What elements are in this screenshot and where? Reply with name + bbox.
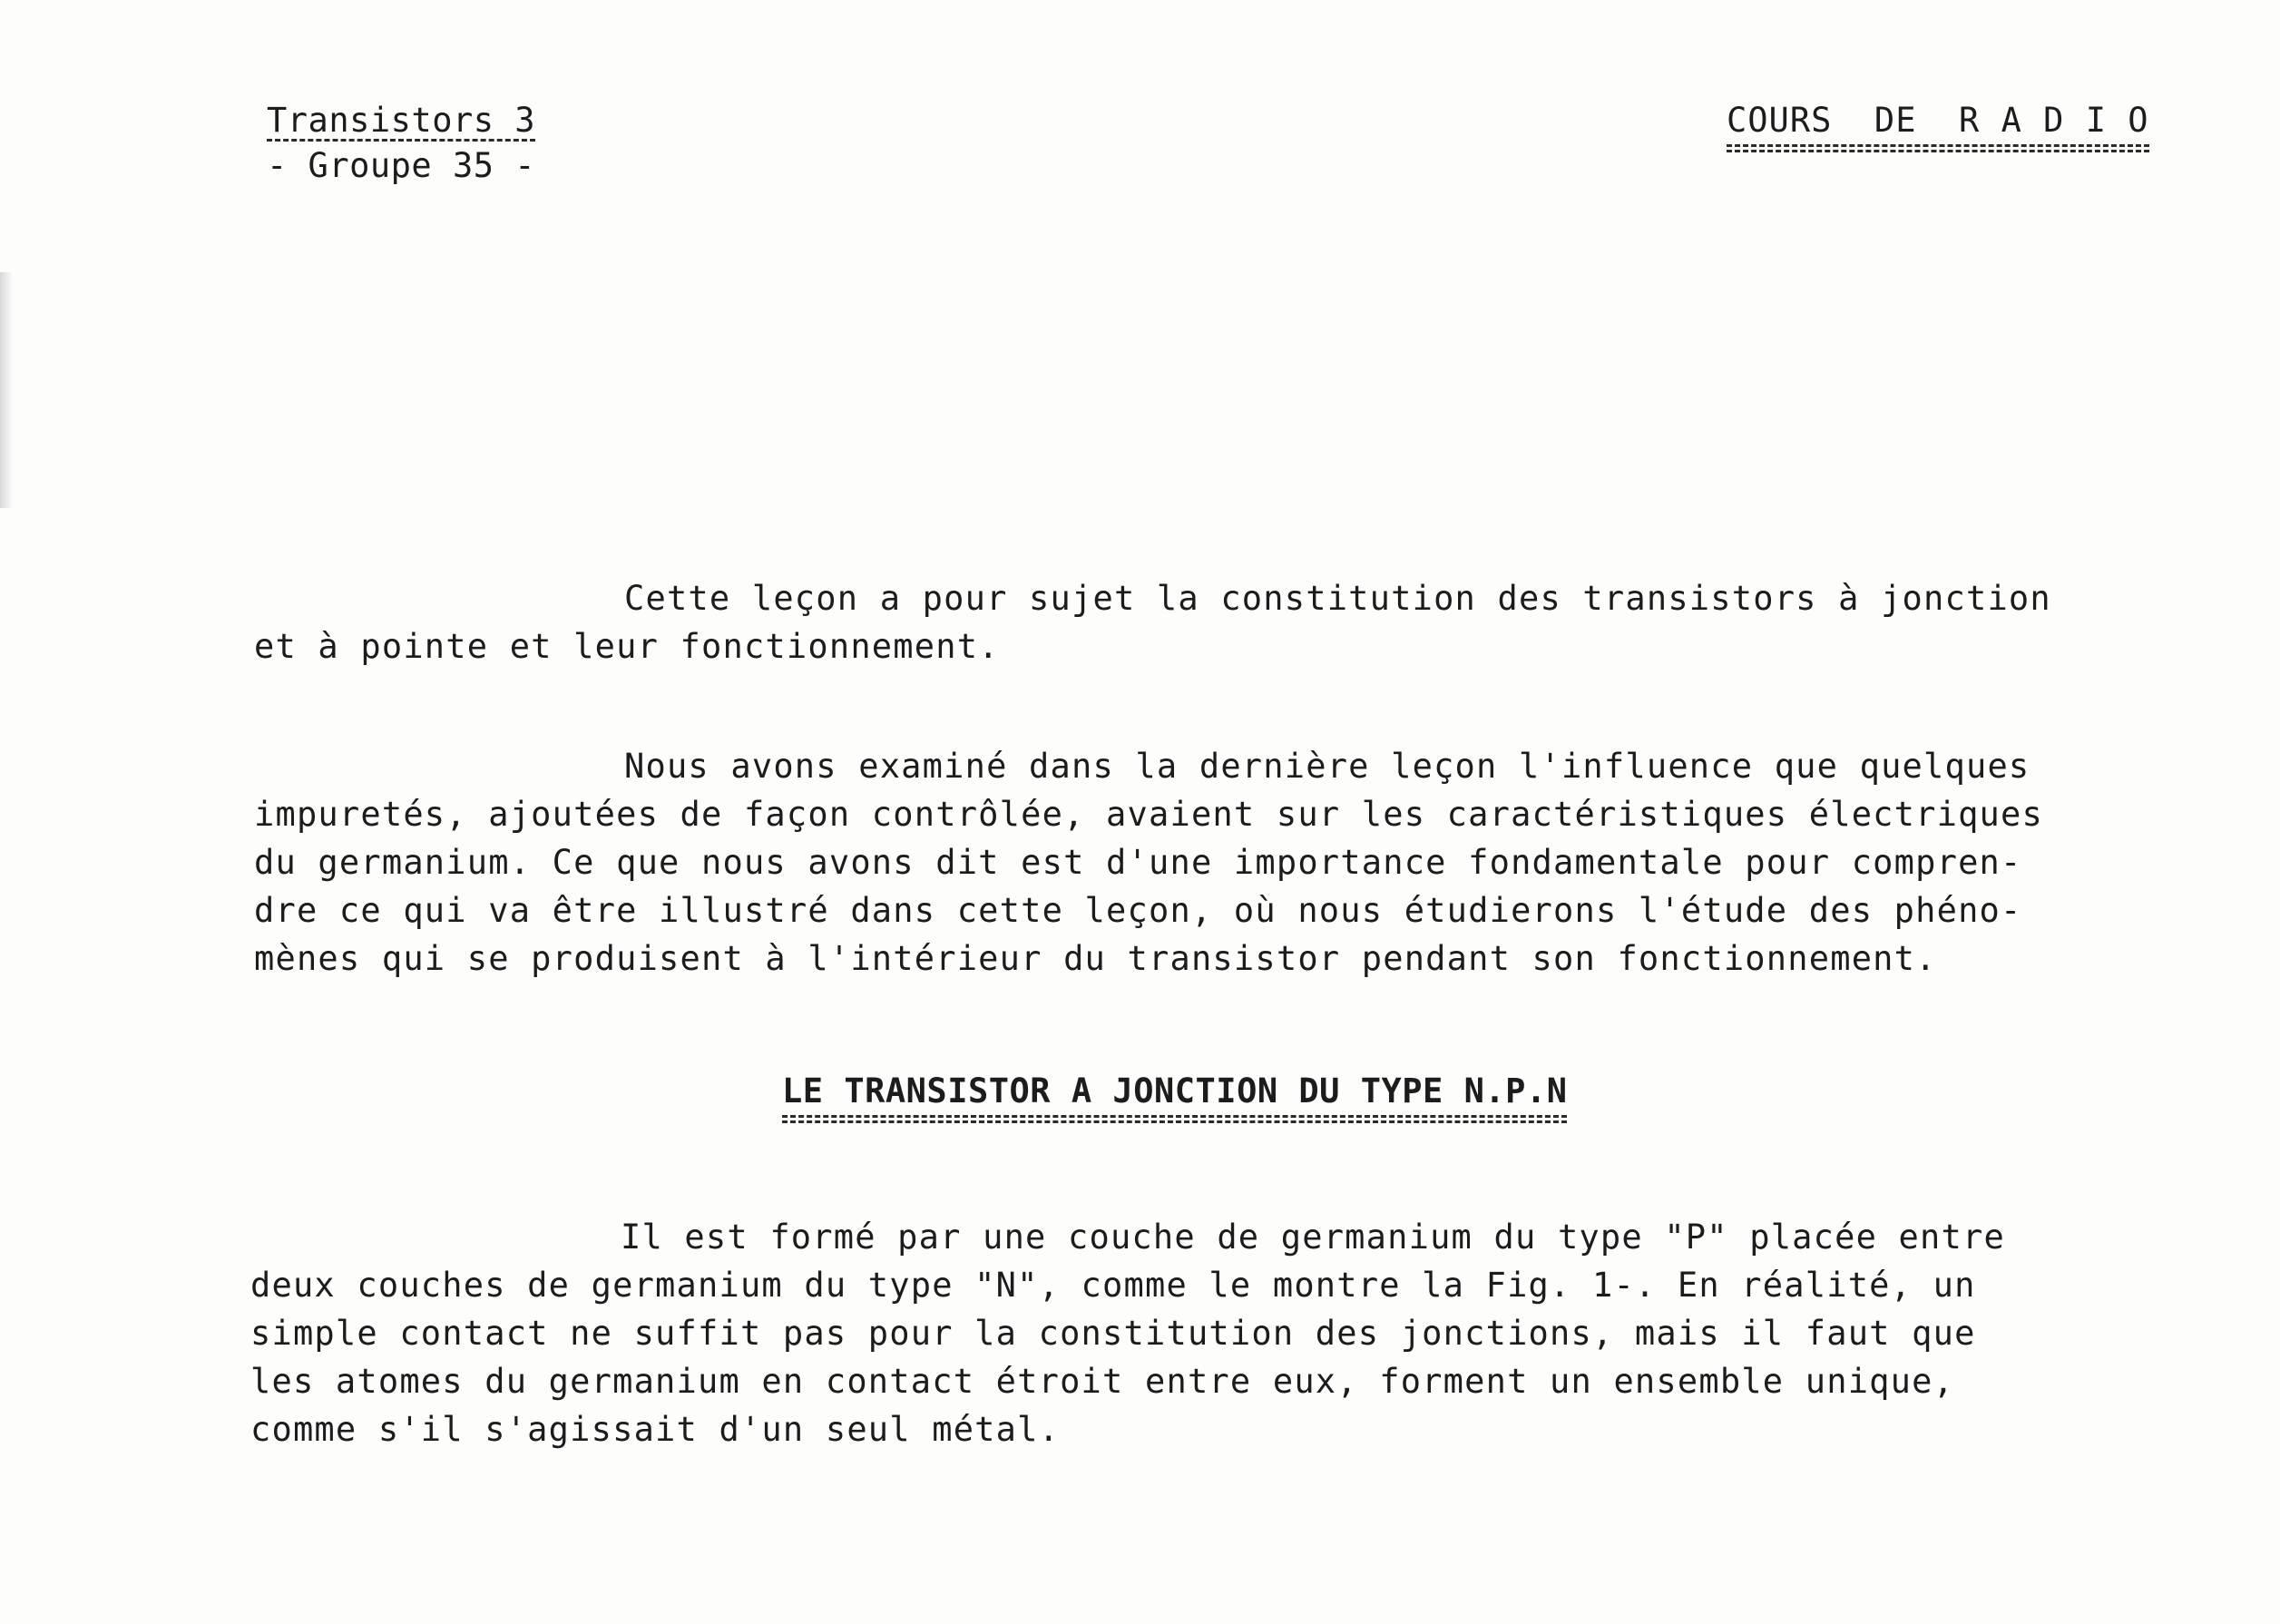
- header-left: [267, 98, 535, 189]
- course-title: COURS DE R A D I O: [1727, 98, 2149, 152]
- group-label: - Groupe 35 -: [267, 146, 536, 185]
- section-heading-text: LE TRANSISTOR A JONCTION DU TYPE N.P.N: [782, 1069, 1567, 1123]
- paragraph-line: dre ce qui va être illustré dans cette leçon, où nous étudierons l'étude des phéno-: [254, 891, 2022, 930]
- section-heading: [782, 1069, 1567, 1123]
- course-section-title: Transistors 3: [267, 98, 535, 143]
- paragraph-line: mènes qui se produisent à l'intérieur du transistor pendant son fonctionnement.: [254, 939, 1937, 978]
- paragraph-line: impuretés, ajoutées de façon contrôlée, avaient sur les caractéristiques électriques: [254, 795, 2043, 834]
- paragraph-line: du germanium. Ce que nous avons dit est d'une importance fondamentale pour compren-: [254, 843, 2022, 882]
- npn-paragraph: [250, 1213, 2274, 1453]
- intro-paragraph: [254, 574, 2277, 670]
- paragraph-line: Il est formé par une couche de germanium du type "P" placée entre: [621, 1218, 2005, 1257]
- context-paragraph: [254, 742, 2277, 983]
- paragraph-line: simple contact ne suffit pas pour la constitution des jonctions, mais il faut que: [250, 1314, 1976, 1353]
- scan-edge-shadow: [0, 272, 13, 508]
- paragraph-line: et à pointe et leur fonctionnement.: [254, 627, 1000, 666]
- paragraph-line: Cette leçon a pour sujet la constitution des transistors à jonction: [624, 579, 2051, 618]
- paragraph-line: les atomes du germanium en contact étroit entre eux, forment un ensemble unique,: [250, 1362, 1955, 1401]
- paragraph-line: comme s'il s'agissait d'un seul métal.: [250, 1410, 1061, 1449]
- paragraph-line: Nous avons examiné dans la dernière leçon l'influence que quelques: [624, 747, 2030, 786]
- paragraph-line: deux couches de germanium du type "N", comme le montre la Fig. 1-. En réalité, un: [250, 1266, 1976, 1305]
- header-right: [1727, 98, 2149, 152]
